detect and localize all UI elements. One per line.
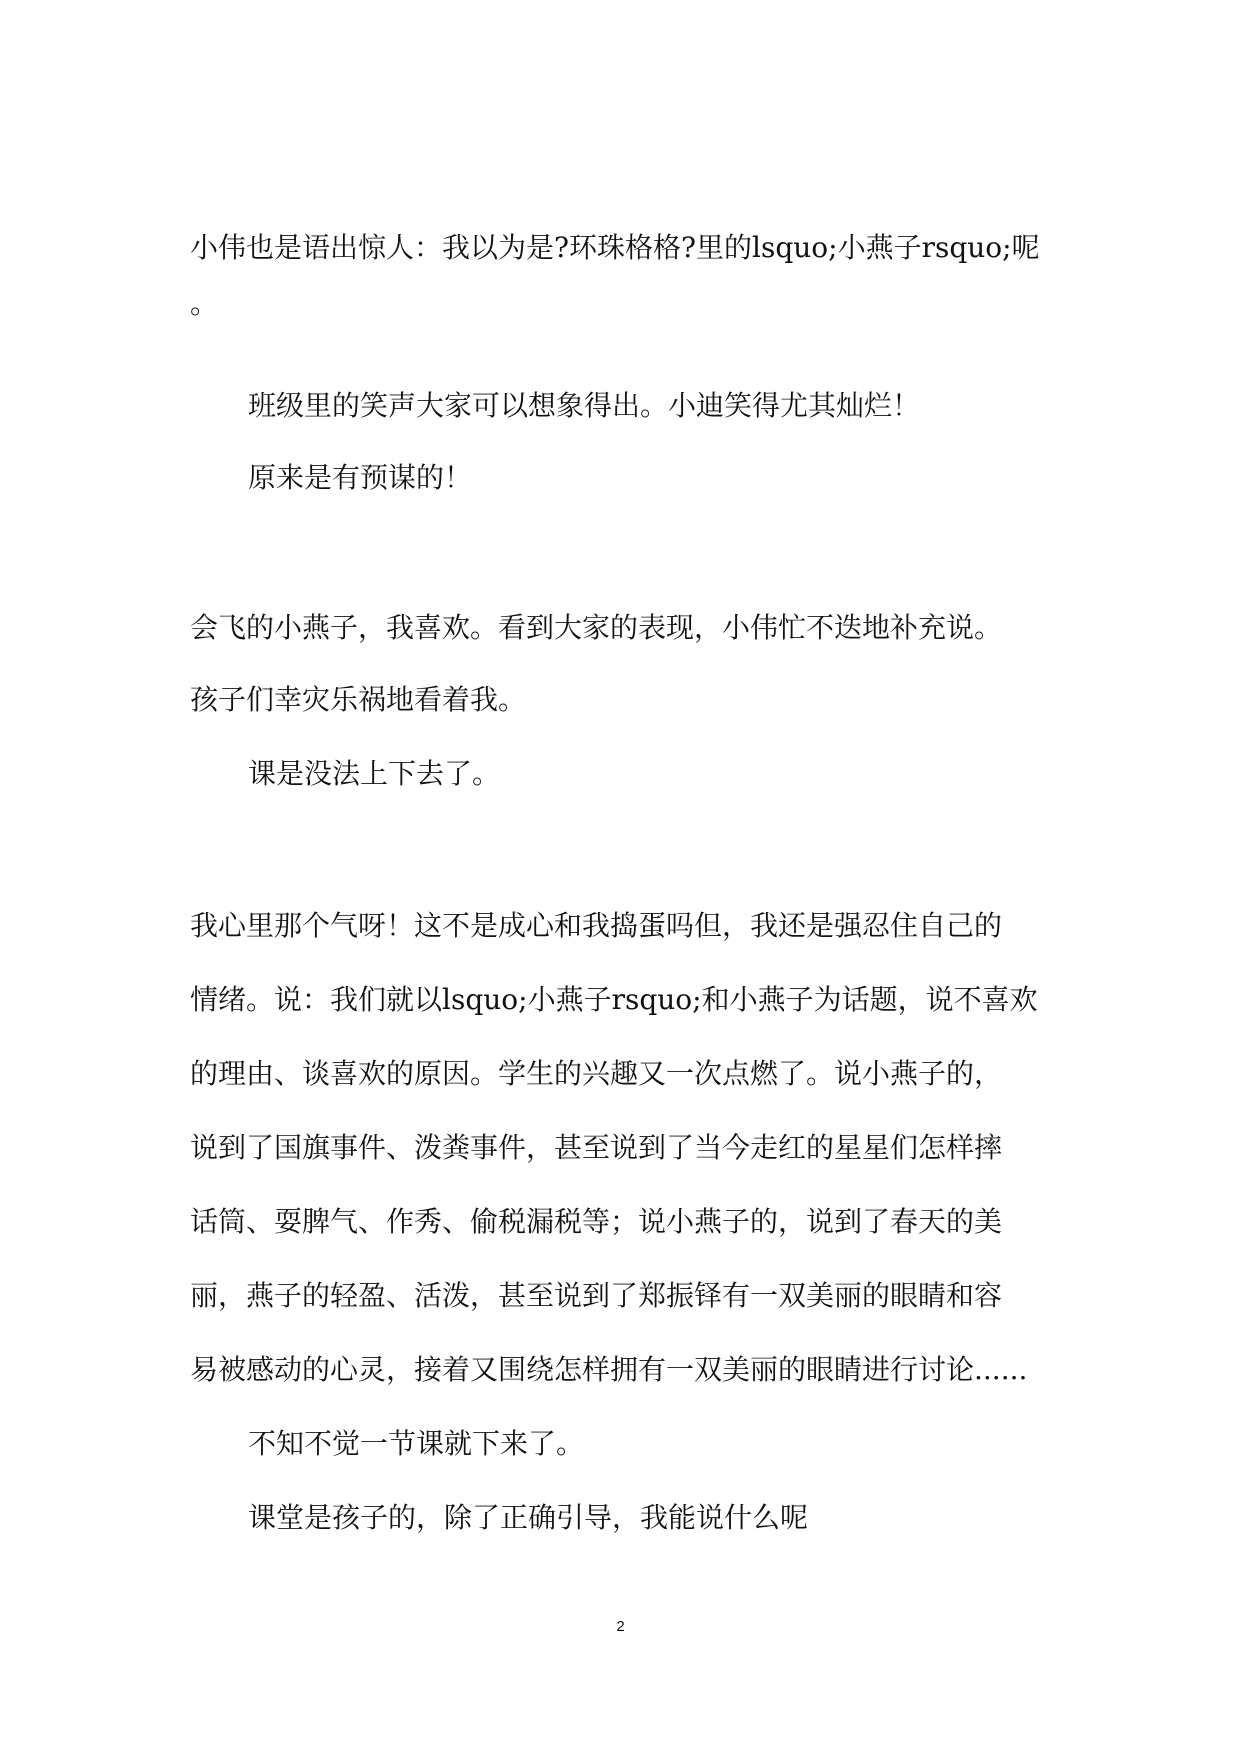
text-line: 话筒、耍脾气、作秀、偷税漏税等；说小燕子的，说到了春天的美 — [190, 1205, 1003, 1238]
paragraph-line: 课是没法上下去了。 — [248, 757, 501, 790]
text-line: 会飞的小燕子，我喜欢。看到大家的表现，小伟忙不迭地补充说。 — [190, 611, 1003, 644]
text-line: 易被感动的心灵，接着又围绕怎样拥有一双美丽的眼睛进行讨论...... — [190, 1353, 1028, 1386]
text-line: 。 — [190, 287, 219, 320]
text-line: 情绪。说：我们就以lsquo;小燕子rsquo;和小燕子为话题，说不喜欢 — [190, 983, 1038, 1016]
text-line: 我心里那个气呀！这不是成心和我捣蛋吗但，我还是强忍住自己的 — [190, 909, 1003, 942]
text-line: 小伟也是语出惊人：我以为是?环珠格格?里的lsquo;小燕子rsquo;呢 — [190, 231, 1040, 264]
text-line: 丽，燕子的轻盈、活泼，甚至说到了郑振铎有一双美丽的眼睛和容 — [190, 1279, 1003, 1312]
text-line: 的理由、谈喜欢的原因。学生的兴趣又一次点燃了。说小燕子的， — [190, 1057, 1003, 1090]
paragraph-line: 课堂是孩子的，除了正确引导，我能说什么呢 — [248, 1501, 809, 1534]
page-number: 2 — [616, 1618, 625, 1635]
paragraph-line: 不知不觉一节课就下来了。 — [248, 1427, 585, 1460]
paragraph-line: 班级里的笑声大家可以想象得出。小迪笑得尤其灿烂！ — [248, 389, 921, 422]
text-line: 孩子们幸灾乐祸地看着我。 — [190, 683, 527, 716]
paragraph-line: 原来是有预谋的！ — [248, 461, 473, 494]
text-line: 说到了国旗事件、泼粪事件，甚至说到了当今走红的星星们怎样摔 — [190, 1131, 1003, 1164]
